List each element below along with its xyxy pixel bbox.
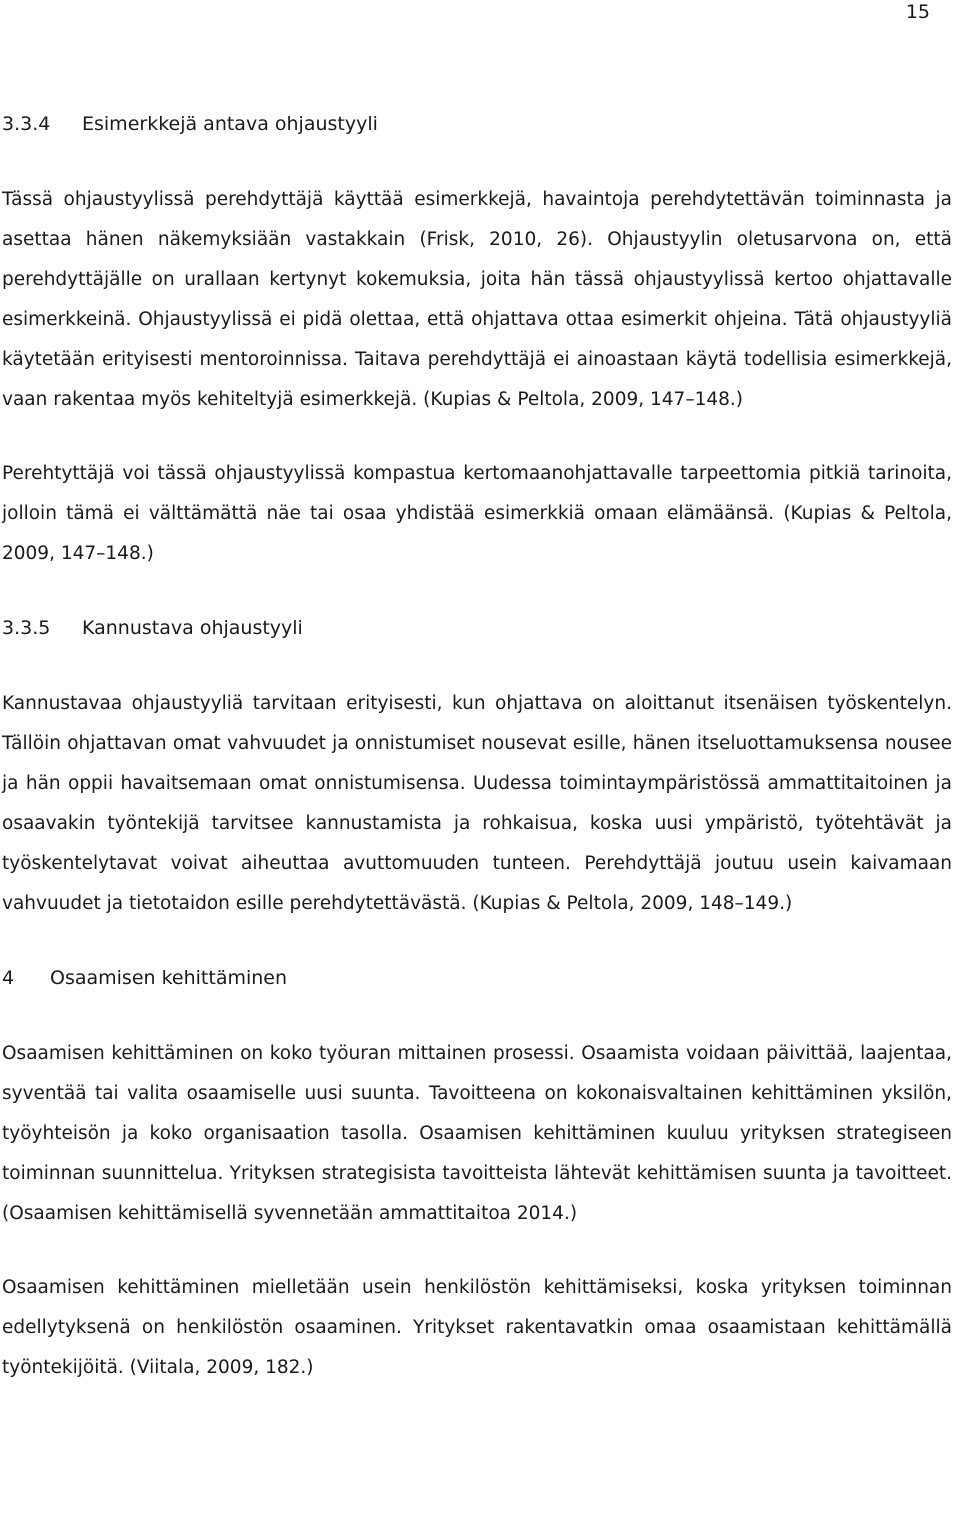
- paragraph: Perehtyttäjä voi tässä ohjaustyylissä kompastua kertomaanohjattavalle tarpeettomia pitkiä tarinoita, jolloin tämä ei välttämättä näe tai osaa yhdistää esimerkkiä omaan elämäänsä. (Kupias & Peltola, 2009, 147–148.): [2, 463, 952, 564]
- paragraph: Tässä ohjaustyylissä perehdyttäjä käyttää esimerkkejä, havaintoja perehdytettävän toiminnasta ja asettaa hänen näkemyksiään vastakkain (Frisk, 2010, 26). Ohjaustyylin oletusarvona on, että perehdyttäjälle on urallaan kertynyt kokemuksia, joita hän tässä ohjaustyylissä kertoo ohjattavalle esimerkkeinä. Ohjaustyylissä ei pidä olettaa, että ohjattava ottaa esimerkit ohjeina. Tätä ohjaustyyliä käytetään erityisesti mentoroinnissa. Taitava perehdyttäjä ei ainoastaan käytä todellisia esimerkkejä, vaan rakentaa myös kehiteltyjä esimerkkejä. (Kupias & Peltola, 2009, 147–148.): [2, 189, 952, 410]
- page-number: 15: [905, 1, 930, 23]
- section-heading-3-3-4: [2, 104, 952, 144]
- paragraph: Osaamisen kehittäminen on koko työuran mittainen prosessi. Osaamista voidaan päivittää, laajentaa, syventää tai valita osaamiselle uusi suunta. Tavoitteena on kokonaisvaltainen kehittäminen yksilön, työyhteisön ja koko organisaation tasolla. Osaamisen kehittäminen kuuluu yrityksen strategiseen toiminnan suunnittelua. Yrityksen strategisista tavoitteista lähtevät kehittämisen suunta ja tavoitteet. (Osaamisen kehittämisellä syvennetään ammattitaitoa 2014.): [2, 1043, 952, 1224]
- section-number: 3.3.4: [2, 113, 51, 135]
- paragraph: Kannustavaa ohjaustyyliä tarvitaan erityisesti, kun ohjattava on aloittanut itsenäisen työskentelyn. Tällöin ohjattavan omat vahvuudet ja onnistumiset nousevat esille, hänen itseluottamuksensa nousee ja hän oppii havaitsemaan omat onnistumisensa. Uudessa toimintaympäristössä ammattitaitoinen ja osaavakin työntekijä tarvitsee kannustamista ja rohkaisua, koska uusi ympäristö, työtehtävät ja työskentelytavat voivat aiheuttaa avuttomuuden tunteen. Perehdyttäjä joutuu usein kaivamaan vahvuudet ja tietotaidon esille perehdytettävästä. (Kupias & Peltola, 2009, 148–149.): [2, 693, 952, 914]
- section-title: Kannustava ohjaustyyli: [82, 617, 303, 639]
- section-title: Osaamisen kehittäminen: [50, 967, 288, 989]
- section-number: 3.3.5: [2, 617, 51, 639]
- section-number: 4: [2, 967, 15, 989]
- section-heading-3-3-5: [2, 608, 952, 648]
- section-title: Esimerkkejä antava ohjaustyyli: [82, 113, 378, 135]
- section-heading-4: [2, 958, 952, 998]
- document-body: [2, 104, 952, 1388]
- paragraph: Osaamisen kehittäminen mielletään usein henkilöstön kehittämiseksi, koska yrityksen toiminnan edellytyksenä on henkilöstön osaaminen. Yritykset rakentavatkin omaa osaamistaan kehittämällä työntekijöitä. (Viitala, 2009, 182.): [2, 1277, 952, 1378]
